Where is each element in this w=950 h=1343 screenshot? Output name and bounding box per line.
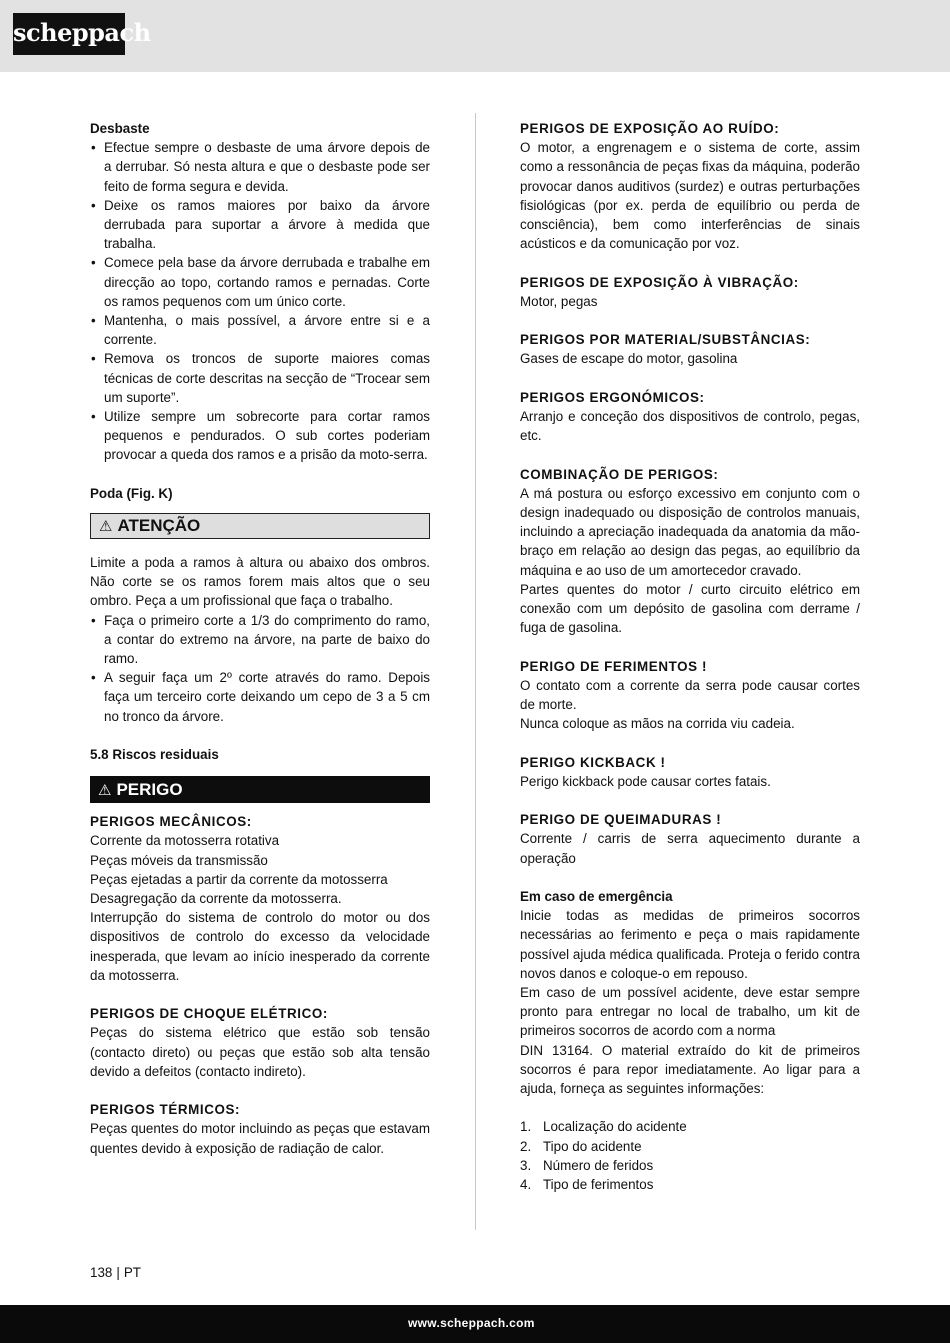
vibracao-heading: PERIGOS DE EXPOSIÇÃO À VIBRAÇÃO: [520,274,799,290]
header-bar [0,0,950,72]
queimaduras-text: Corrente / carris de serra aquecimento durante a operação [520,831,860,866]
ergo-heading: PERIGOS ERGONÓMICOS: [520,389,705,405]
mecanicos-heading: PERIGOS MECÂNICOS: [90,814,252,830]
desbaste-heading: Desbaste [90,121,150,136]
queimaduras-heading: PERIGO DE QUEIMADURAS ! [520,812,722,828]
footer-url[interactable]: www.scheppach.com [408,1316,535,1330]
list-item: 3. Número de feridos [520,1157,654,1173]
mecanicos-line: Peças móveis da transmissão [90,852,268,868]
info-list [520,1117,860,1194]
mecanicos-line: Desagregação da corrente da motosserra. [90,891,342,907]
choque-heading: PERIGOS DE CHOQUE ELÉTRICO: [90,1006,328,1022]
poda-list [90,611,430,726]
list-item: • Faça o primeiro corte a 1/3 do comprimento do ramo, a contar do extremo na árvore, na parte de baixo do ramo. [90,611,430,669]
combinacao-heading: COMBINAÇÃO DE PERIGOS: [520,466,719,482]
list-item: • Utilize sempre um sobrecorte para cortar ramos pequenos e pendurados. O sub cortes poderiam provocar a queda dos ramos e a prisão da moto-serra. [90,407,430,465]
perigo-box [90,776,430,803]
desbaste-list [90,138,430,464]
emergencia-text: Em caso de um possível acidente, deve estar sempre pronto para entregar no local de trabalho, um kit de primeiros socorros de acordo com a norma [520,985,860,1039]
brand-logo: scheppach [13,13,125,55]
vibracao-text: Motor, pegas [520,293,598,309]
emergencia-text: Inicie todas as medidas de primeiros socorros necessárias ao ferimento e peça o mais rapidamente possível ajuda médica qualificada. Proteja o ferido contra novos danos e coloque-o em repouso. [520,908,860,981]
list-item: • Mantenha, o mais possível, a árvore entre si e a corrente. [90,311,430,349]
mecanicos-line: Interrupção do sistema de controlo do motor ou dos dispositivos de controlo do excesso da velocidade inesperada, que levam ao início inesperado da corrente da motosserra. [90,910,430,983]
poda-heading: Poda (Fig. K) [90,485,173,501]
page-separator: | [116,1265,120,1280]
list-item: 4. Tipo de ferimentos [520,1177,654,1193]
material-text: Gases de escape do motor, gasolina [520,351,738,367]
footer-bar [0,1305,950,1343]
combinacao-text: Partes quentes do motor / curto circuito elétrico em conexão com um depósito de gasolina com derrame / fuga de gasolina. [520,581,860,636]
list-item: • Comece pela base da árvore derrubada e trabalhe em direcção ao topo, cortando ramos e pernadas. Corte os ramos pequenos com um único corte. [90,253,430,311]
ruido-text: O motor, a engrenagem e o sistema de corte, assim como a ressonância de peças fixas da máquina, poderão provocar danos auditivos (surdez) e outras perturbações fisiológicas (por ex. perda de equilíbrio ou perda de consciência), bem como interferências de sinais acústicos e da comunicação por voz. [520,140,860,252]
page-number [90,1265,141,1280]
column-divider [475,113,476,1230]
termicos-heading: PERIGOS TÉRMICOS: [90,1102,241,1118]
mecanicos-line: Peças ejetadas a partir da corrente da motosserra [90,871,388,887]
list-item: 1. Localização do acidente [520,1119,687,1135]
list-item: • Deixe os ramos maiores por baixo da árvore derrubada para suportar a árvore à medida que trabalha. [90,196,430,254]
emergencia-heading: Em caso de emergência [520,889,673,904]
list-item: • A seguir faça um 2º corte através do ramo. Depois faça um terceiro corte deixando um cepo de 3 a 5 cm no tronco da árvore. [90,668,430,726]
emergencia-text: DIN 13164. O material extraído do kit de primeiros socorros é para repor imediatamente. Ao ligar para a ajuda, forneça as seguintes informações: [520,1042,860,1097]
choque-text: Peças do sistema elétrico que estão sob tensão (contacto direto) ou peças que estão sob alta tensão devido a defeitos (contacto indireto). [90,1025,430,1079]
atencao-label: ATENÇÃO [117,516,201,536]
list-item: • Remova os troncos de suporte maiores comas técnicas de corte descritas na secção de “Trocear sem um suporte”. [90,349,430,407]
atencao-text: Limite a poda a ramos à altura ou abaixo dos ombros. Não corte se os ramos forem mais altos que o seu ombro. Peça a um profissional que faça o trabalho. [90,555,430,609]
mecanicos-line: Corrente da motosserra rotativa [90,833,280,849]
riscos-heading: 5.8 Riscos residuais [90,747,219,763]
left-column [90,119,430,1158]
kickback-heading: PERIGO KICKBACK ! [520,754,666,770]
list-item: • Efectue sempre o desbaste de uma árvore depois de a derrubar. Só nesta altura e que o desbaste pode ser feito de forma segura e devida. [90,138,430,196]
material-heading: PERIGOS POR MATERIAL/SUBSTÂNCIAS: [520,332,811,348]
kickback-text: Perigo kickback pode causar cortes fatais. [520,773,771,789]
ruido-heading: PERIGOS DE EXPOSIÇÃO AO RUÍDO: [520,121,780,136]
ferimentos-text: Nunca coloque as mãos na corrida viu cadeia. [520,716,795,732]
termicos-text: Peças quentes do motor incluindo as peças que estavam quentes devido à exposição de radiação de calor. [90,1121,430,1156]
ferimentos-text: O contato com a corrente da serra pode causar cortes de morte. [520,677,860,713]
list-item: 2. Tipo do acidente [520,1138,642,1154]
warning-triangle-icon: ⚠ [98,782,112,800]
ferimentos-heading: PERIGO DE FERIMENTOS ! [520,658,708,674]
ergo-text: Arranjo e conceção dos dispositivos de controlo, pegas, etc. [520,409,860,444]
right-column [520,119,860,1194]
atencao-box [90,513,430,539]
perigo-label: PERIGO [116,780,183,800]
combinacao-text: A má postura ou esforço excessivo em conjunto com o design inadequado ou disposição de controlos manuais, incluindo a apreciação inadequada da anatomia da mão-braço em relação ao design das pegas, ao equilíbrio da máquina e ao uso de um amortecedor cravado. [520,485,860,578]
warning-triangle-icon: ⚠ [99,518,113,536]
language-code: PT [123,1265,141,1280]
page-number-value: 138 [90,1265,113,1280]
